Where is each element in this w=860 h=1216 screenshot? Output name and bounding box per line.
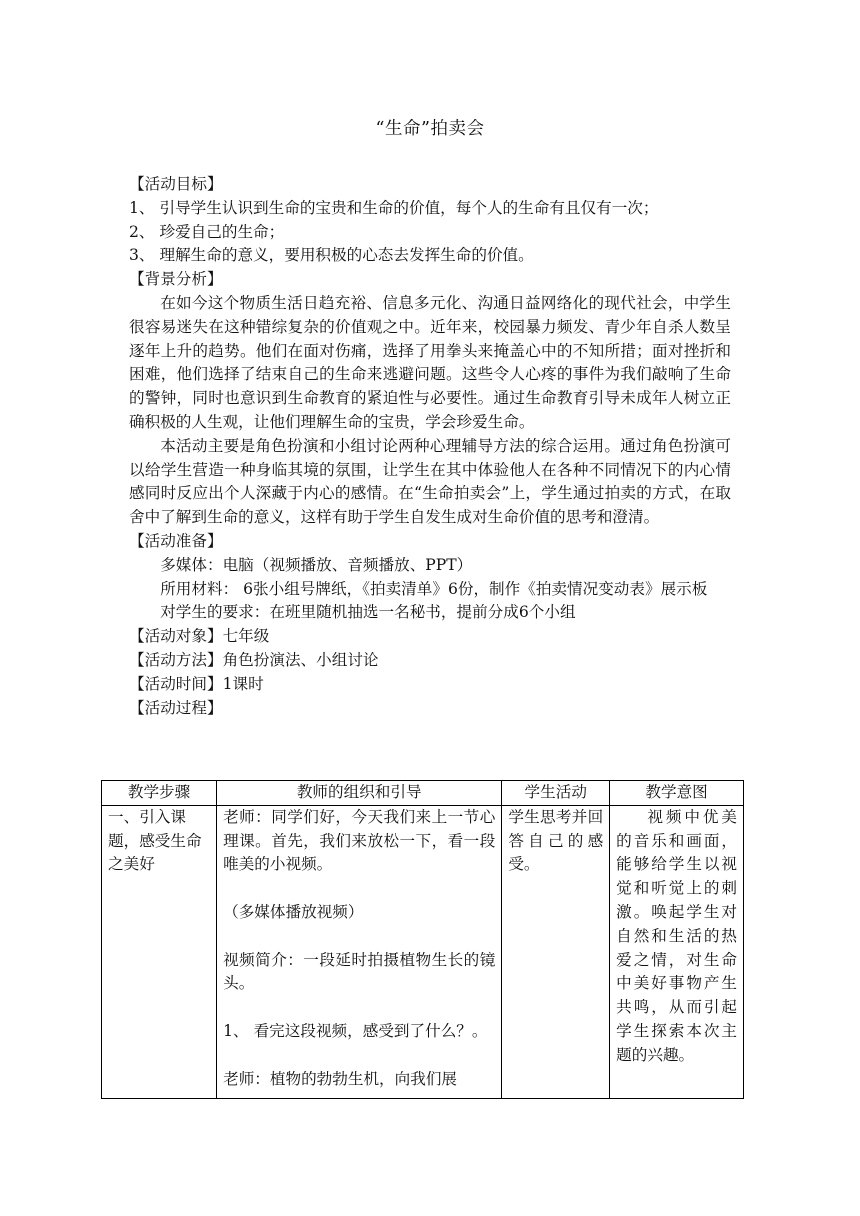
- cell-student: 学生思考并回答自己的感受。: [502, 805, 610, 1098]
- prep-students: 对学生的要求：在班里随机抽选一名秘书，提前分成6个小组: [160, 603, 576, 622]
- header-step: 教学步骤: [102, 781, 217, 806]
- background-paragraph-2: 本活动主要是角色扮演和小组讨论两种心理辅导方法的综合运用。通过角色扮演可以给学生营造一种身临其境的氛围，让学生在其中体验他人在各种不同情况下的内心情感同时反应出个人深藏于内心的感情。在“生命拍卖会”上，学生通过拍卖的方式，在取舍中了解到生命的意义，这样有助于学生自发生成对生命价值的思考和澄清。: [129, 436, 731, 527]
- document-title: “生命”拍卖会: [375, 119, 485, 139]
- cell-step: 一、引入课题，感受生命之美好: [102, 805, 217, 1098]
- table-header-row: [102, 781, 744, 806]
- teacher-line-1: 老师：同学们好，今天我们来上一节心理课。首先，我们来放松一下，看一段唯美的小视频。: [223, 807, 496, 874]
- cell-intent: [610, 805, 744, 1098]
- goal-item-2: 2、 珍爱自己的生命；: [129, 222, 285, 241]
- header-teacher: 教师的组织和引导: [217, 781, 502, 806]
- activity-time: 【活动时间】1课时: [129, 674, 264, 693]
- teacher-line-5: 老师：植物的勃勃生机，向我们展: [223, 1069, 458, 1088]
- prep-materials: 所用材料： 6张小组号牌纸，《拍卖清单》6份，制作《拍卖情况变动表》展示板: [160, 579, 708, 598]
- background-paragraph-1: 在如今这个物质生活日趋充裕、信息多元化、沟通日益网络化的现代社会，中学生很容易迷失在这种错综复杂的价值观之中。近年来，校园暴力频发、青少年自杀人数呈逐年上升的趋势。他们在面对伤痛，选择了用拳头来掩盖心中的不知所措；面对挫折和困难，他们选择了结束自己的生命来逃避问题。这些令人心疼的事件为我们敲响了生命的警钟，同时也意识到生命教育的紧迫性与必要性。通过生命教育引导未成年人树立正确积极的人生观，让他们理解生命的宝贵，学会珍爱生命。: [129, 293, 731, 431]
- cell-teacher: [217, 805, 502, 1098]
- intent-text: 视频中优美的音乐和画面，能够给学生以视觉和听觉上的刺激。唤起学生对自然和生活的热爱之情，对生命中美好事物产生共鸣，从而引起学生探索本次主题的兴趣。: [616, 807, 737, 1064]
- process-table: [101, 780, 744, 1099]
- teacher-line-4: 1、 看完这段视频，感受到了什么？。: [223, 1021, 488, 1040]
- teacher-line-3: 视频简介：一段延时拍摄植物生长的镜头。: [223, 950, 496, 993]
- activity-target: 【活动对象】七年级: [129, 627, 270, 646]
- header-intent: 教学意图: [610, 781, 744, 806]
- process-heading: 【活动过程】: [129, 698, 223, 717]
- document-body: [129, 173, 731, 720]
- activity-method: 【活动方法】角色扮演法、小组讨论: [129, 650, 379, 669]
- background-heading: 【背景分析】: [129, 270, 223, 289]
- goal-item-3: 3、 理解生命的意义，要用积极的心态去发挥生命的价值。: [129, 246, 534, 265]
- goal-item-1: 1、 引导学生认识到生命的宝贵和生命的价值，每个人的生命有且仅有一次；: [129, 198, 659, 217]
- table-row: [102, 805, 744, 1098]
- header-student: 学生活动: [502, 781, 610, 806]
- goal-heading: 【活动目标】: [129, 175, 223, 193]
- prep-media: 多媒体：电脑（视频播放、音频播放、PPT）: [160, 555, 473, 574]
- teacher-line-2: （多媒体播放视频）: [223, 902, 364, 921]
- prep-heading: 【活动准备】: [129, 531, 223, 550]
